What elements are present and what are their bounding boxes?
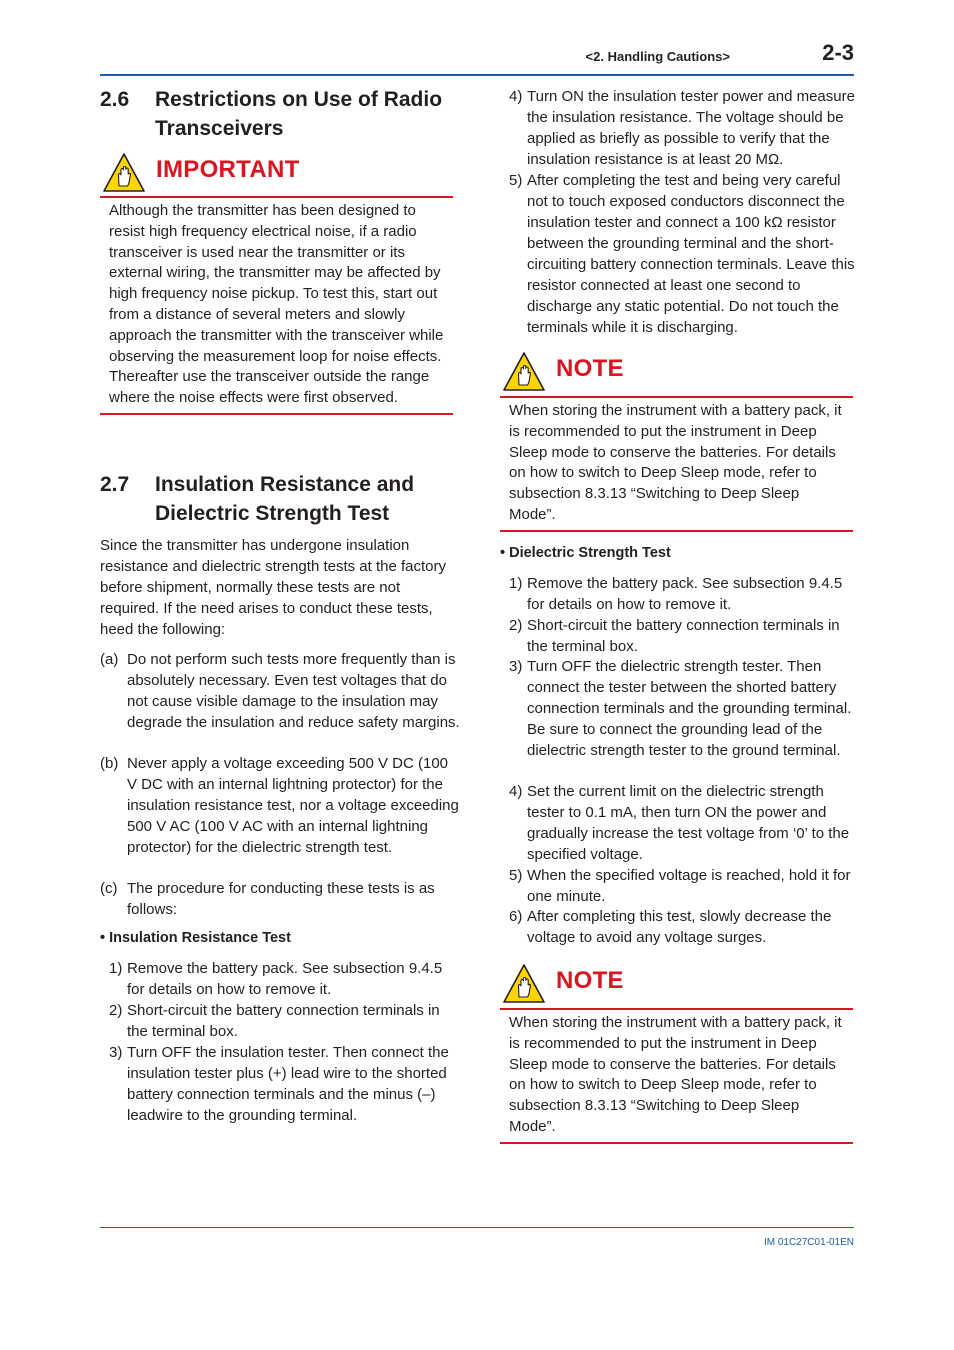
step-item xyxy=(500,615,860,657)
insulation-test-heading: • Insulation Resistance Test xyxy=(100,930,291,946)
step-label: 5) xyxy=(509,172,523,189)
list-item xyxy=(100,753,460,858)
important-box xyxy=(100,153,453,415)
note-label: NOTE xyxy=(556,967,624,994)
page-number: 2-3 xyxy=(822,40,854,65)
section-2-6-heading xyxy=(100,85,460,143)
document-number: IM 01C27C01-01EN xyxy=(763,1237,854,1248)
step-text: Set the current limit on the dielectric strength tester to 0.1 mA, then turn ON the power and gradually increase the test voltage from ‘0’ to the specified voltage. xyxy=(527,783,850,863)
step-item xyxy=(500,906,860,948)
hand-warning-icon xyxy=(503,352,545,392)
step-label: 3) xyxy=(109,1044,123,1061)
section-intro: Since the transmitter has undergone insulation resistance and dielectric strength tests at the factory before shipment, normally these tests are not required. If the need arises to conduct these tests, heed the following: xyxy=(100,537,447,638)
step-label: 5) xyxy=(509,867,523,884)
step-item xyxy=(500,86,860,170)
step-label: 2) xyxy=(109,1002,123,1019)
step-label: 6) xyxy=(509,908,523,925)
step-label: 2) xyxy=(509,617,523,634)
item-text: Do not perform such tests more frequently than is absolutely necessary. Even test voltages that do not cause visible damage to the insulation may degrade the insulation and reduce safety margins. xyxy=(127,651,460,731)
step-text: Short-circuit the battery connection terminals in the terminal box. xyxy=(527,617,840,655)
item-text: The procedure for conducting these tests is as follows: xyxy=(127,880,435,918)
item-text: Never apply a voltage exceeding 500 V DC (100 V DC with an internal lightning protector) for the insulation resistance test, nor a voltage exceeding 500 V AC (100 V AC with an internal lightning protector) for the dielectric strength test. xyxy=(127,755,459,856)
step-label: 1) xyxy=(109,960,123,977)
item-label: (a) xyxy=(100,651,119,668)
note-label: NOTE xyxy=(556,355,624,382)
step-item xyxy=(100,958,460,1000)
step-item xyxy=(500,865,860,907)
item-label: (b) xyxy=(100,755,119,772)
chapter-header: <2. Handling Cautions> xyxy=(585,49,730,64)
section-title: Insulation Resistance and Dielectric Strength Test xyxy=(155,473,415,525)
step-text: After completing the test and being very careful not to touch exposed conductors disconnect the insulation tester and connect a 100 kΩ resistor between the grounding terminal and the short-circuiting battery connection terminals. Leave this resistor connected at least one second to discharge any static potential. Do not touch the terminals while it is discharging. xyxy=(527,172,855,336)
step-text: Short-circuit the battery connection terminals in the terminal box. xyxy=(127,1002,440,1040)
note-box xyxy=(500,964,853,1144)
step-text: Turn ON the insulation tester power and measure the insulation resistance. The voltage should be applied as briefly as possible to verify that the insulation resistance is at least 20 MΩ. xyxy=(527,88,855,168)
item-label: (c) xyxy=(100,880,118,897)
step-item xyxy=(500,781,860,865)
list-item xyxy=(100,878,460,920)
step-item xyxy=(500,573,860,615)
header-rule xyxy=(100,74,854,76)
step-text: Turn OFF the dielectric strength tester. Then connect the tester between the shorted battery connection terminals and the grounding terminal. Be sure to connect the grounding lead of the dielectric strength tester to the ground terminal. xyxy=(527,658,852,759)
list-item xyxy=(100,649,460,733)
step-item xyxy=(500,170,860,338)
section-number: 2.7 xyxy=(100,473,130,496)
step-item xyxy=(100,1042,460,1126)
note-bottom-rule xyxy=(500,530,853,532)
step-item xyxy=(500,656,860,761)
step-text: After completing this test, slowly decrease the voltage to avoid any voltage surges. xyxy=(527,908,832,946)
step-text: Remove the battery pack. See subsection 9.4.5 for details on how to remove it. xyxy=(527,575,843,613)
important-label: IMPORTANT xyxy=(156,156,300,183)
section-number: 2.6 xyxy=(100,88,130,111)
note-box xyxy=(500,352,853,532)
step-text: Remove the battery pack. See subsection 9.4.5 for details on how to remove it. xyxy=(127,960,443,998)
step-text: When the specified voltage is reached, hold it for one minute. xyxy=(527,867,851,905)
note-bottom-rule xyxy=(500,1142,853,1144)
dielectric-test-heading: • Dielectric Strength Test xyxy=(500,545,671,561)
section-title: Restrictions on Use of Radio Transceivers xyxy=(155,88,443,140)
note-text: When storing the instrument with a battery pack, it is recommended to put the instrument in Deep Sleep mode to conserve the batteries. For details on how to switch to Deep Sleep mode, refer to subsection 8.3.13 “Switching to Deep Sleep Mode”. xyxy=(509,402,842,523)
step-label: 4) xyxy=(509,88,523,105)
step-label: 1) xyxy=(509,575,523,592)
hand-warning-icon xyxy=(103,153,145,193)
footer-rule xyxy=(100,1227,854,1228)
step-label: 3) xyxy=(509,658,523,675)
important-bottom-rule xyxy=(100,413,453,415)
note-text: When storing the instrument with a battery pack, it is recommended to put the instrument in Deep Sleep mode to conserve the batteries. For details on how to switch to Deep Sleep mode, refer to subsection 8.3.13 “Switching to Deep Sleep Mode”. xyxy=(509,1014,842,1135)
important-text: Although the transmitter has been designed to resist high frequency electrical noise, if a radio transceiver is used near the transmitter or its external wiring, the transmitter may be affected by high frequency noise pickup. To test this, start out from a distance of several meters and slowly approach the transmitter with the transceiver while observing the measurement loop for noise effects. Thereafter use the transceiver outside the range where the noise effects were first observed. xyxy=(109,202,444,407)
step-label: 4) xyxy=(509,783,523,800)
step-item xyxy=(100,1000,460,1042)
step-text: Turn OFF the insulation tester. Then connect the insulation tester plus (+) lead wire to the shorted battery connection terminals and the minus (–) leadwire to the grounding terminal. xyxy=(127,1044,449,1124)
section-2-7-heading xyxy=(100,470,460,528)
hand-warning-icon xyxy=(503,964,545,1004)
